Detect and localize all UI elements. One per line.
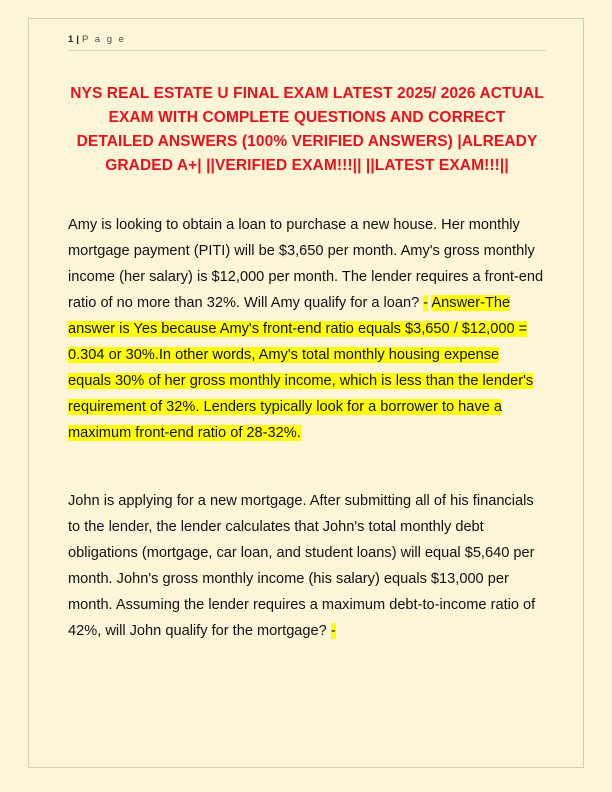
question-text-2: John is applying for a new mortgage. After submitting all of his financials to the lender, the lender calculates that John's total monthly debt obligations (mortgage, car loan, and student loans) will equal $5,640 per month. John's gross monthly income (his salary) equals $13,000 per month. Assuming the lender requires a maximum debt-to-income ratio of 42%, will John qualify for the mortgage? (68, 493, 536, 639)
page-header (68, 34, 546, 51)
question-text-1: Amy is looking to obtain a loan to purchase a new house. Her monthly mortgage payment (PITI) will be $3,650 per month. Amy's gross monthly income (her salary) is $12,000 per month. The lender requires a front-end ratio of no more than 32%. Will Amy qualify for a loan? (68, 217, 544, 311)
page-label: P a g e (81, 34, 126, 45)
answer-text-1: Answer-The answer is Yes because Amy's front-end ratio equals $3,650 / $12,000 = 0.304 or 30%.In other words, Amy's total monthly housing expense equals 30% of her gross monthly income, which is less than the lender's requirement of 32%. Lenders typically look for a borrower to have a maximum front-end ratio of 28-32%. (68, 295, 534, 441)
question-dash-2: - (330, 623, 336, 639)
header-separator: | (76, 34, 80, 45)
page-content (68, 34, 546, 644)
qa-block-1 (68, 212, 546, 446)
document-title: NYS REAL ESTATE U FINAL EXAM LATEST 2025/ 2026 ACTUAL EXAM WITH COMPLETE QUESTIONS AND CORRECT DETAILED ANSWERS (100% VERIFIED ANSWERS) |ALREADY GRADED A+| ||VERIFIED EXAM!!!|| ||LATEST EXAM!!!|| (70, 85, 544, 174)
question-dash-1: - (423, 295, 429, 311)
qa-block-2 (68, 488, 546, 644)
page-number: 1 (68, 34, 75, 45)
